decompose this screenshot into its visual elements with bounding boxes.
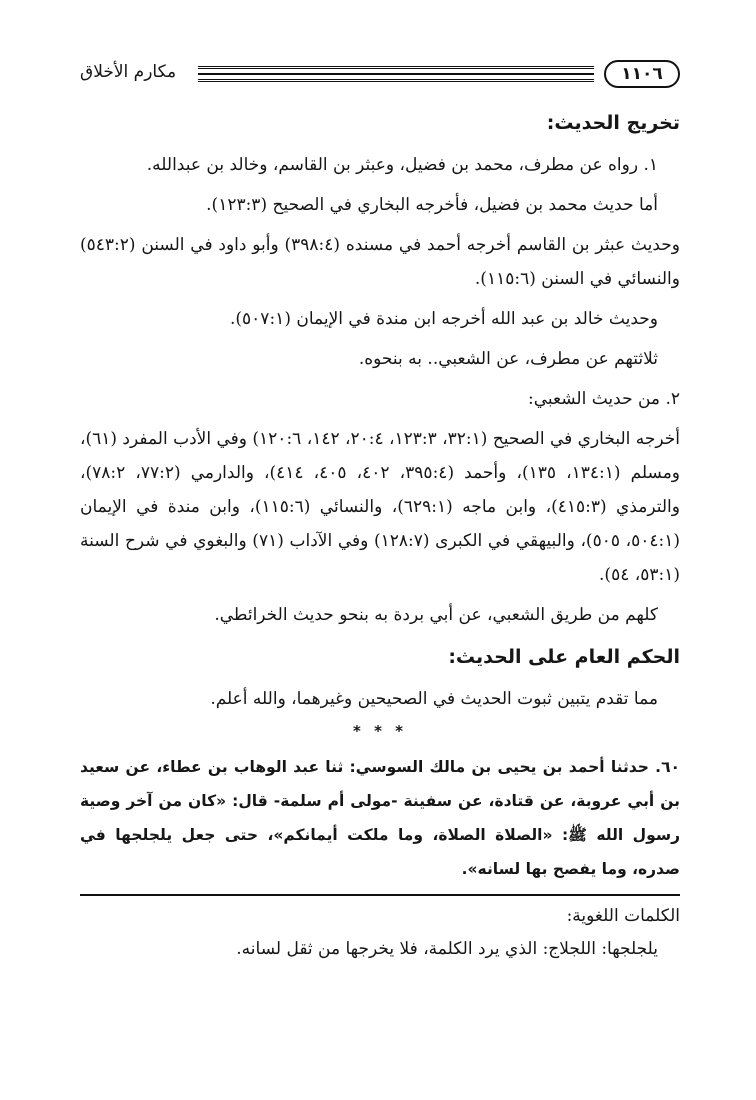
vocabulary-heading: الكلمات اللغوية:: [566, 906, 680, 926]
header-rule: [198, 66, 594, 69]
ruling-heading: الحكم العام على الحديث:: [448, 646, 680, 668]
takhrij-paragraph: ٢. من حديث الشعبي:: [528, 389, 680, 409]
takhrij-paragraph: كلهم من طريق الشعبي، عن أبي بردة به بنحو حديث الخرائطي.: [214, 605, 658, 625]
takhrij-paragraph: وحديث عبثر بن القاسم أخرجه أحمد في مسنده (٣٩٨:٤) وأبو داود في السنن (٥٤٣:٢) والنسائي في السنن (١١٥:٦).: [80, 235, 680, 289]
header-rule: [198, 73, 594, 75]
page-header: [80, 56, 680, 96]
header-rule: [198, 79, 594, 82]
takhrij-paragraph: وحديث خالد بن عبد الله أخرجه ابن مندة في الإيمان (٥٠٧:١).: [230, 309, 658, 329]
section-separator: * * *: [353, 722, 407, 740]
ruling-text: مما تقدم يتبين ثبوت الحديث في الصحيحين وغيرهما، والله أعلم.: [210, 689, 658, 709]
book-page: [80, 56, 680, 1056]
page-number: ١١٠٦: [604, 60, 680, 88]
takhrij-paragraph: أخرجه البخاري في الصحيح (٣٢:١، ١٢٣:٣، ٢٠:٤، ١٤٢، ١٢٠:٦) وفي الأدب المفرد (٦١)، ومسلم (١٣٤:١، ١٣٥)، وأحمد (٣٩٥:٤، ٤٠٢، ٤٠٥، ٤١٤)، والدارمي (٧٧:٢، ٧٨:٢)، والترمذي (٤١٥:٣)، وابن ماجه (٦٢٩:١)، والنسائي (١١٥:٦)، وابن مندة في الإيمان (٥٠٤:١، ٥٠٥)، والبيهقي في الكبرى (١٢٨:٧) وفي الآداب (٧١) والبغوي في شرح السنة (٥٣:١، ٥٤).: [79, 429, 681, 585]
page-content: [80, 112, 680, 972]
takhrij-paragraph: أما حديث محمد بن فضيل، فأخرجه البخاري في الصحيح (١٢٣:٣).: [206, 195, 658, 215]
takhrij-heading: تخريج الحديث:: [546, 112, 680, 134]
hadith-text: ٦٠. حدثنا أحمد بن يحيى بن مالك السوسي: ثنا عبد الوهاب بن عطاء، عن سعيد بن أبي عروبة، عن قتادة، عن سفينة -مولى أم سلمة- قال: «كان من آخر وصية رسول الله ﷺ: «الصلاة الصلاة، وما ملكت أيمانكم»، حتى جعل يلجلجها في صدره، وما يفصح بها لسانه».: [80, 758, 680, 878]
vocabulary-text: يلجلجها: اللجلاج: الذي يرد الكلمة، فلا يخرجها من ثقل لسانه.: [236, 939, 658, 959]
takhrij-paragraph: ١. رواه عن مطرف، محمد بن فضيل، وعبثر بن القاسم، وخالد بن عبدالله.: [146, 155, 658, 175]
book-title: مكارم الأخلاق: [80, 62, 177, 82]
takhrij-paragraph: ثلاثتهم عن مطرف، عن الشعبي.. به بنحوه.: [358, 349, 658, 369]
footnote-divider: [80, 894, 680, 896]
